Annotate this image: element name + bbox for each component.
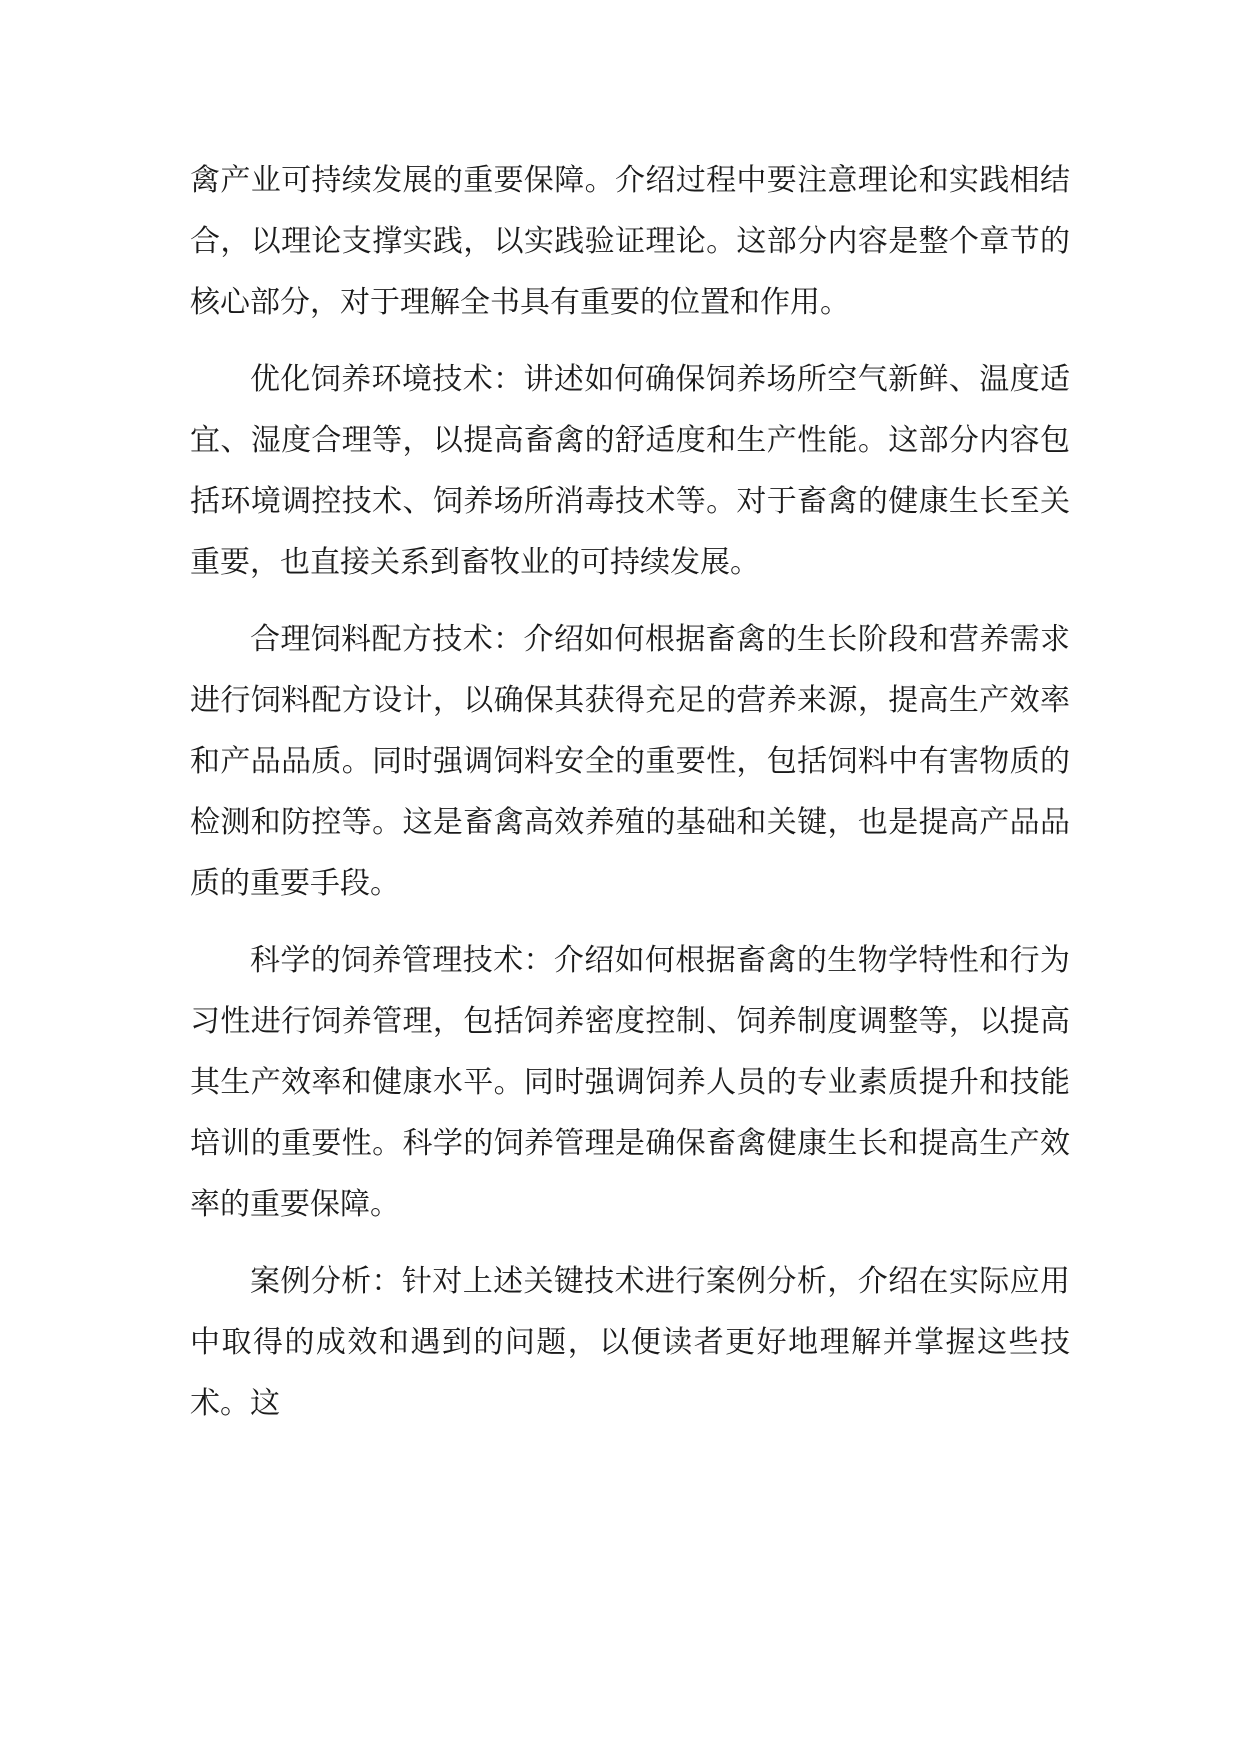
paragraph-continued: 禽产业可持续发展的重要保障。介绍过程中要注意理论和实践相结合，以理论支撑实践，以实践验证理论。这部分内容是整个章节的核心部分，对于理解全书具有重要的位置和作用。 bbox=[190, 163, 1070, 320]
paragraph-environment-technology: 优化饲养环境技术：讲述如何确保饲养场所空气新鲜、温度适宜、湿度合理等，以提高畜禽的舒适度和生产性能。这部分内容包括环境调控技术、饲养场所消毒技术等。对于畜禽的健康生长至关重要，也直接关系到畜牧业的可持续发展。 bbox=[190, 362, 1070, 580]
document-page bbox=[190, 150, 1070, 1450]
paragraph-case-analysis: 案例分析：针对上述关键技术进行案例分析，介绍在实际应用中取得的成效和遇到的问题，以便读者更好地理解并掌握这些技术。这 bbox=[190, 1264, 1070, 1421]
paragraph-feeding-management-technology: 科学的饲养管理技术：介绍如何根据畜禽的生物学特性和行为习性进行饲养管理，包括饲养密度控制、饲养制度调整等，以提高其生产效率和健康水平。同时强调饲养人员的专业素质提升和技能培训的重要性。科学的饲养管理是确保畜禽健康生长和提高生产效率的重要保障。 bbox=[190, 943, 1070, 1222]
paragraph-feed-formula-technology: 合理饲料配方技术：介绍如何根据畜禽的生长阶段和营养需求进行饲料配方设计，以确保其获得充足的营养来源，提高生产效率和产品品质。同时强调饲料安全的重要性，包括饲料中有害物质的检测和防控等。这是畜禽高效养殖的基础和关键，也是提高产品品质的重要手段。 bbox=[190, 622, 1070, 901]
